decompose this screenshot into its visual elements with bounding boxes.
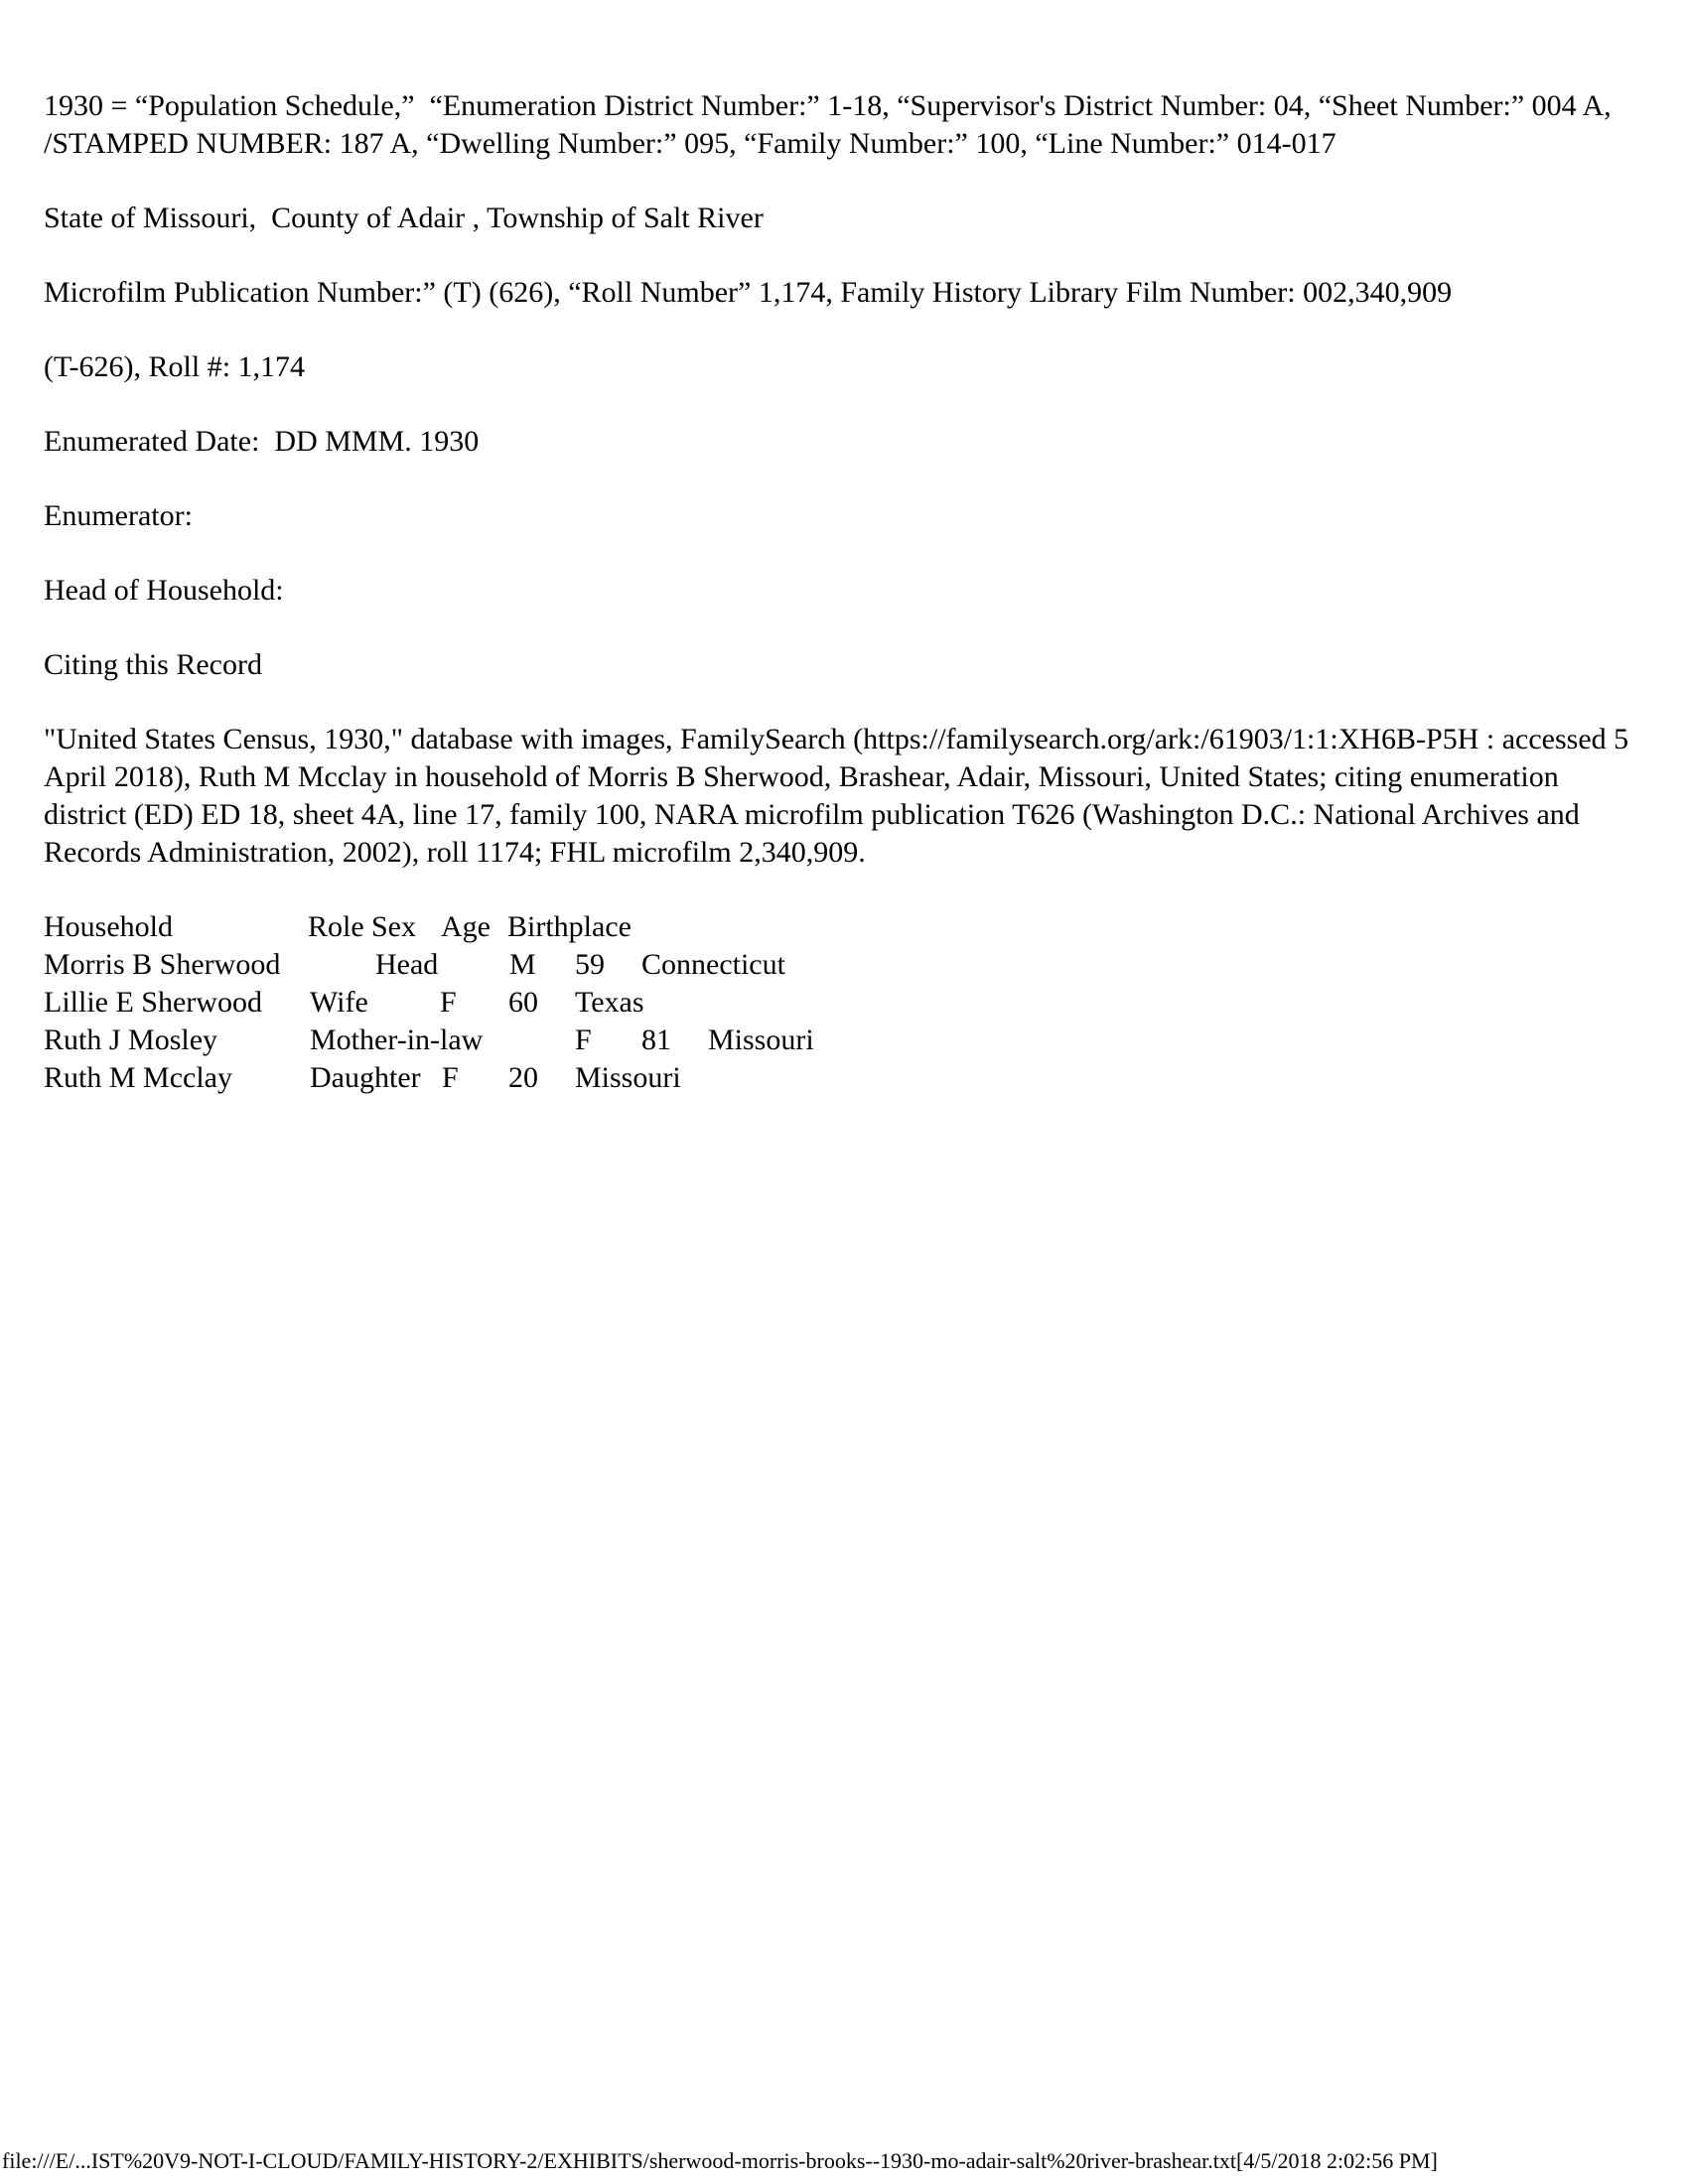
cell-name: Morris B Sherwood <box>44 948 281 981</box>
cell-age: 59 <box>575 948 605 981</box>
roll-line: (T-626), Roll #: 1,174 <box>44 350 306 383</box>
cell-birthplace: Missouri <box>575 1061 681 1094</box>
cell-sex: F <box>575 1024 592 1056</box>
table-row <box>44 1022 1642 1059</box>
microfilm-line: Microfilm Publication Number:” (T) (626), “Roll Number” 1,174, Family History Library Film Number: 002,340,909 <box>44 276 1453 309</box>
cell-age: 60 <box>508 986 538 1019</box>
cell-sex: F <box>440 986 457 1019</box>
household-table <box>44 908 1642 1097</box>
cell-role: Wife <box>310 986 368 1019</box>
header-sex: Sex <box>371 910 416 943</box>
header-household: Household <box>44 910 173 943</box>
document-body <box>44 87 1642 1097</box>
cell-role: Mother-in-law <box>310 1024 484 1056</box>
cell-name: Ruth J Mosley <box>44 1024 218 1056</box>
file-path-footer: file:///E/...IST%20V9-NOT-I-CLOUD/FAMILY-HISTORY-2/EXHIBITS/sherwood-morris-brooks--1930-mo-adair-salt%20river-brashear.txt[4/5/2018 2:02:56 PM] <box>2 2148 1438 2173</box>
citation-text: "United States Census, 1930," database with images, FamilySearch (https://familysearch.org/ark:/61903/1:1:XH6B-P5H : accessed 5 April 2018), Ruth M Mcclay in household of Morris B Sherwood, Brashear, Adair, Missouri, United States; citing enumeration district (ED) ED 18, sheet 4A, line 17, family 100, NARA microfilm publication T626 (Washington D.C.: National Archives and Records Administration, 2002), roll 1174; FHL microfilm 2,340,909. <box>44 723 1635 869</box>
header-role: Role <box>308 910 364 943</box>
cell-birthplace: Missouri <box>708 1024 814 1056</box>
cell-sex: M <box>509 948 536 981</box>
cell-birthplace: Connecticut <box>641 948 785 981</box>
header-birthplace: Birthplace <box>507 910 632 943</box>
enumerated-date-line: Enumerated Date: DD MMM. 1930 <box>44 425 480 458</box>
location-line: State of Missouri, County of Adair , Township of Salt River <box>44 202 764 234</box>
citing-heading: Citing this Record <box>44 648 262 681</box>
census-header-line: 1930 = “Population Schedule,” “Enumeration District Number:” 1-18, “Supervisor's District Number: 04, “Sheet Number:” 004 A, /STAMPED NUMBER: 187 A, “Dwelling Number:” 095, “Family Number:” 100, “Line Number:” 014-017 <box>44 89 1619 160</box>
cell-sex: F <box>442 1061 459 1094</box>
cell-age: 20 <box>508 1061 538 1094</box>
head-of-household-line: Head of Household: <box>44 574 284 607</box>
table-row <box>44 1059 1642 1097</box>
table-row <box>44 946 1642 984</box>
table-header-row <box>44 908 1642 946</box>
cell-age: 81 <box>641 1024 671 1056</box>
table-row <box>44 984 1642 1022</box>
header-age: Age <box>441 910 491 943</box>
cell-role: Head <box>375 948 439 981</box>
cell-name: Lillie E Sherwood <box>44 986 262 1019</box>
enumerator-line: Enumerator: <box>44 499 193 532</box>
cell-role: Daughter <box>310 1061 421 1094</box>
cell-name: Ruth M Mcclay <box>44 1061 232 1094</box>
cell-birthplace: Texas <box>575 986 644 1019</box>
